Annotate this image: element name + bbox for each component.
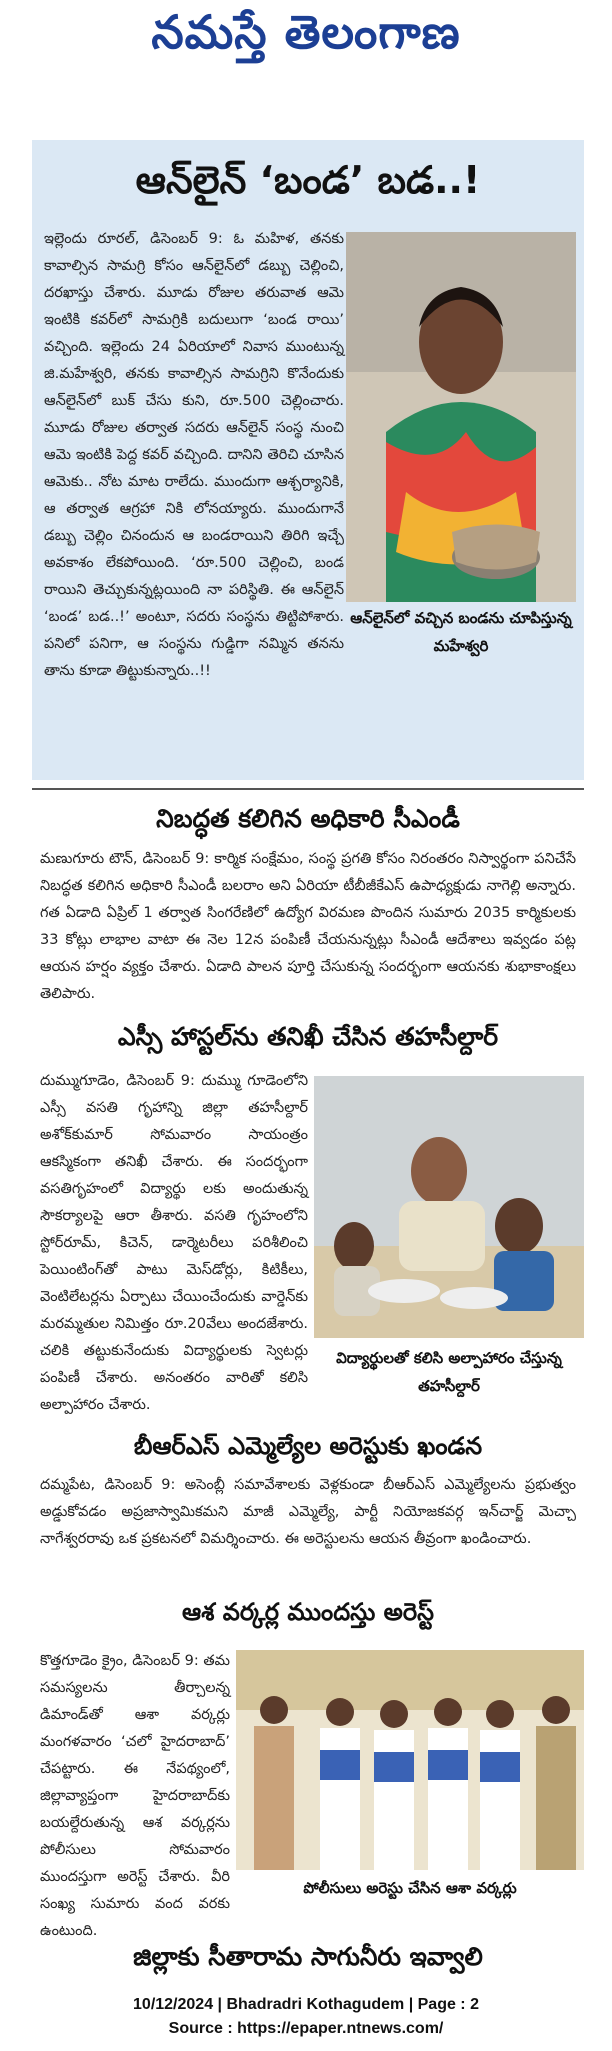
article-1-body: ఇల్లెందు రూరల్, డిసెంబర్ 9: ఓ మహిళ, తనకు కావాల్సిన సామగ్రి కోసం ఆన్‌లైన్‌లో డబ్బు చెల్లించి, దరఖాస్తు చేశారు. మూడు రోజుల తరువాత ఆమె ఇంటికి కవర్‌లో సామగ్రికి బదులుగా ‘బండ రాయి’ వచ్చింది. ఇల్లెందు 24 ఏరియాలో నివాస ముంటున్న జి.మహేశ్వరి, తనకు కావాల్సిన సామగ్రిని కొనేందుకు ఆన్‌లైన్‌లో బుక్ చేసు కుని, రూ.500 చెల్లించారు. మూడు రోజుల తర్వాత సదరు ఆన్‌లైన్ సంస్థ నుంచి ఆమె ఇంటికి పెద్ద కవర్ వచ్చింది. దానిని తెరిచి చూసిన ఆమెకు.. నోట మాట రాలేదు. ముందుగా ఆశ్చర్యానికి, ఆ తర్వాత ఆగ్రహా నికి లోనయ్యారు. ముందుగానే డబ్బు చెల్లిం చినందున ఆ బండరాయిని తిరిగి ఇచ్చే అవకాశం లేకపోయింది. ‘రూ.500 చెల్లించి, బండ రాయిని తెచ్చుకున్నట్లయింది నా పరిస్థితి. ఈ ఆన్‌లైన్ ‘బండ’ బడ..!’ అంటూ, సదరు సంస్థను తిట్టిపోశారు. పనిలో పనిగా, ఆ సంస్థను గుడ్డిగా నమ్మిన తనను తాను కూడా తిట్టుకున్నారు..!! [44,231,344,679]
article-1-headline: ఆన్‌లైన్ ‘బండ’ బడ..! [135,158,481,202]
article-6-headline: జిల్లాకు సీతారామ సాగునీరు ఇవ్వాలి [133,1942,483,1971]
article-2-body: మణుగూరు టౌన్, డిసెంబర్ 9: కార్మిక సంక్షేమం, సంస్థ ప్రగతి కోసం నిరంతరం నిస్వార్థంగా పనిచేసే నిబద్ధత కలిగిన అధికారి సీఎండీ బలరాం అని ఏరియా టీబీజీకేఎస్ ఉపాధ్యక్షుడు నాగెల్లి అన్నారు. గత ఏడాది ఏప్రిల్ 1 తర్వాత సింగరేణిలో ఉద్యోగ విరమణ పొందిన సుమారు 2035 కార్మికులకు 33 కోట్లు లాభాల వాటా ఈ నెల 12న పంపిణీ చేయనున్నట్లు సీఎండీ ఆదేశాలు ఇవ్వడం పట్ల ఆయన హర్షం వ్యక్తం చేశారు. ఏడాది పాలన పూర్తి చేసుకున్న సందర్భంగా ఆయనకు శుభాకాంక్షలు తెలిపారు. [40,851,576,1002]
article-4-headline: బీఆర్‌ఎస్ ఎమ్మెల్యేల అరెస్టుకు ఖండన [133,1432,483,1460]
footer-edition-line: 10/12/2024 | Bhadradri Kothagudem | Page : 2 [133,1996,479,2013]
footer-source-line: Source : https://epaper.ntnews.com/ [168,2020,444,2037]
section-divider [32,788,584,790]
masthead-logo: నమస్తే తెలంగాణ [151,5,461,59]
asha-workers-group-illustration [236,1650,584,1870]
article-5-body: కొత్తగూడెం క్రైం, డిసెంబర్ 9: తమ సమస్యలను తీర్చాలన్న డిమాండ్‌తో ఆశా వర్కర్లు మంగళవారం ‘చలో హైదరాబాద్’ చేపట్టారు. ఈ నేపథ్యంలో, జిల్లావ్యాప్తంగా హైదరాబాద్‌కు బయల్దేరుతున్న ఆశ వర్కర్లను పోలీసులు సోమవారం ముందస్తుగా అరెస్ట్ చేశారు. వీరి సంఖ్య సుమారు వంద వరకు ఉంటుంది. [40,1653,230,1939]
woman-with-stone-illustration [346,232,576,602]
article-5-photo [236,1650,584,1870]
article-1-photo-caption: ఆన్‌లైన్‌లో వచ్చిన బండను చూపిస్తున్న మహేశ్వరి [350,609,572,655]
article-3-photo [314,1076,584,1338]
tahsildar-with-students-illustration [314,1076,584,1338]
article-2-headline: నిబద్ధత కలిగిన అధికారి సీఎండీ [156,804,460,833]
article-5-headline: ఆశ వర్కర్ల ముందస్తు అరెస్ట్ [182,1598,434,1626]
article-5-photo-caption: పోలీసులు అరెస్టు చేసిన ఆశా వర్కర్లు [303,1879,517,1897]
article-1-photo [346,232,576,602]
article-3-headline: ఎస్సీ హాస్టల్‌ను తనిఖీ చేసిన తహసీల్దార్ [117,1022,499,1051]
article-3-body: దుమ్ముగూడెం, డిసెంబర్ 9: దుమ్ము గూడెంలోని ఎస్సీ వసతి గృహాన్ని జిల్లా తహసీల్దార్ అశోక్‌కుమార్ సోమవారం సాయంత్రం ఆకస్మికంగా తనిఖీ చేశారు. ఈ సందర్భంగా వసతిగృహంలో విద్యార్థు లకు అందుతున్న సౌకర్యాలపై ఆరా తీశారు. వసతి గృహంలోని స్టోర్‌రూమ్, కిచెన్, డార్మెటరీలు పరిశీలించి పెయింటింగ్‌తో పాటు మెస్‌డోర్లు, కిటికీలు, వెంటిలేటర్లను ఏర్పాటు చేయించేందుకు వార్డెన్‌కు మరమ్మతుల నిమిత్తం రూ.20వేలు అందజేశారు. చలికి తట్టుకునేందుకు విద్యార్థులకు స్వెటర్లు పంపిణీ చేశారు. అనంతరం వారితో కలిసి అల్పాహారం చేశారు. [40,1073,308,1413]
article-4-body: దమ్మపేట, డిసెంబర్ 9: అసెంబ్లీ సమావేశాలకు వెళ్లకుండా బీఆర్‌ఎస్ ఎమ్మెల్యేలను ప్రభుత్వం అడ్డుకోవడం అప్రజాస్వామికమని మాజీ ఎమ్మెల్యే, పార్టీ నియోజకవర్గ ఇన్‌చార్జ్ మెచ్చా నాగేశ్వరరావు ఒక ప్రకటనలో విమర్శించారు. ఈ అరెస్టులను ఆయన తీవ్రంగా ఖండించారు. [40,1477,576,1547]
article-3-photo-caption: విద్యార్థులతో కలిసి అల్పాహారం చేస్తున్న తహసీల్దార్ [336,1349,562,1395]
